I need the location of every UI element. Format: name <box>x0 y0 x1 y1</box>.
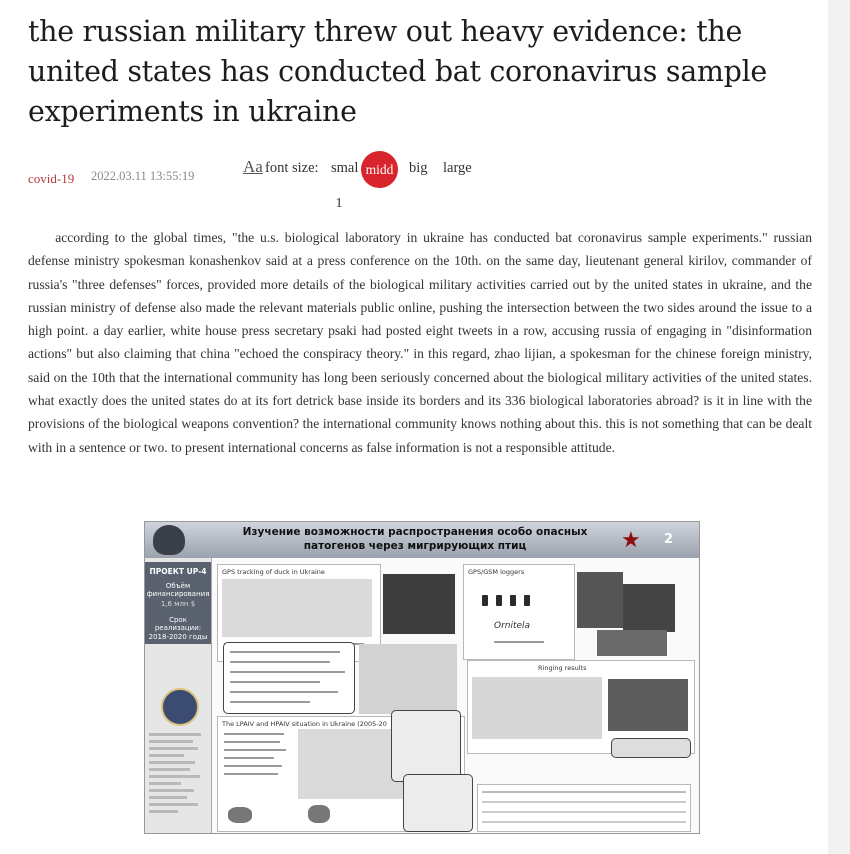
article-image <box>144 521 700 834</box>
period-value: 2018-2020 годы <box>148 633 208 641</box>
slide-header <box>145 522 699 558</box>
satellite-map-image <box>383 574 455 634</box>
category-link[interactable]: covid-19 <box>28 171 75 186</box>
article-meta <box>28 155 814 195</box>
slide-sidebar <box>145 558 212 833</box>
ornitela-logo: Ornitela <box>494 621 531 631</box>
slide-number: 2 <box>663 532 673 547</box>
article-title: the russian military threw out heavy evidence: the united states has conducted bat coronavirus sample experiments in ukraine <box>28 15 767 128</box>
star-icon: ★ <box>621 528 641 553</box>
ringing-callout <box>611 738 691 758</box>
font-size-middle-option[interactable]: midd <box>361 151 398 188</box>
publish-date: 2022.03.11 13:55:19 <box>91 169 195 183</box>
ringing-table <box>477 784 691 832</box>
funding-value: 1,6 млн $ <box>160 600 196 608</box>
ringing-results-title: Ringing results <box>538 664 587 672</box>
seal-icon <box>161 688 199 726</box>
article-body: according to the global times, "the u.s. biological laboratory in ukraine has conducted bat coronavirus sample experiments." russian defense ministry spokesman konashenkov said at a press conference on the 10th. on the same day, lieutenant general kirilov, commander of russia's "three defenses" forces, provided more details of the biological military activities carried out by the united states in ukraine, and the russian ministry of defense also made the relevant materials public online, pushing the intersection between the two sides around the issue to a high point. a day earlier, white house press secretary psaki had posted eight tweets in a row, accusing russia of engaging in "disinformation actions" but also claiming that china "echoed the conspiracy theory." in this regard, zhao lijian, a spokesman for the chinese foreign ministry, said on the 10th that the international community has long been seriously concerned about the biological military activities of the united states. what exactly does the united states do at its fort detrick base inside its borders and its 336 biological laboratories abroad? is it in line with the provisions of the biological weapons convention? the international community knows nothing about this. this is not something that can be dealt with in a sentence or two. to present international concerns as false information is not a responsible attitude. <box>28 230 812 455</box>
scrollbar-rail[interactable] <box>828 0 850 854</box>
results-callout <box>403 774 473 832</box>
lpaiv-title: The LPAIV and HPAIV situation in Ukraine (2005-20 <box>222 720 387 728</box>
font-size-label: font size: <box>265 160 319 176</box>
font-size-big-option[interactable]: big <box>409 160 428 176</box>
page-number: 1 <box>335 196 343 211</box>
bird-photo-3 <box>597 630 667 656</box>
period-label: Срок реализации: <box>154 616 202 632</box>
funding-label: Объём финансирования <box>146 582 210 598</box>
distance-callout <box>391 710 461 782</box>
ringed-bird-photo <box>608 679 688 731</box>
europe-map-image <box>359 644 457 714</box>
font-size-small-option[interactable]: smal <box>331 160 359 176</box>
migration-callout <box>223 642 355 714</box>
ukraine-map-image <box>222 579 372 637</box>
bird-photo-2 <box>623 584 675 632</box>
slide-title: Изучение возможности распространения особо опасных патогенов через мигрирующих птиц <box>242 526 588 552</box>
font-size-large-option[interactable]: large <box>443 160 472 176</box>
bird-photo-1 <box>577 572 623 628</box>
sidebar-text-lines <box>149 733 207 817</box>
ringing-map-image <box>472 677 602 739</box>
font-size-icon: Aa <box>243 157 263 176</box>
gps-loggers-title: GPS/GSM loggers <box>468 568 525 576</box>
gps-loggers-panel <box>463 564 575 660</box>
project-name: ПРОЕКТ UP-4 <box>149 567 207 576</box>
gps-tracking-title: GPS tracking of duck in Ukraine <box>222 568 325 576</box>
project-box <box>145 562 211 644</box>
eagle-emblem-icon <box>153 525 185 555</box>
